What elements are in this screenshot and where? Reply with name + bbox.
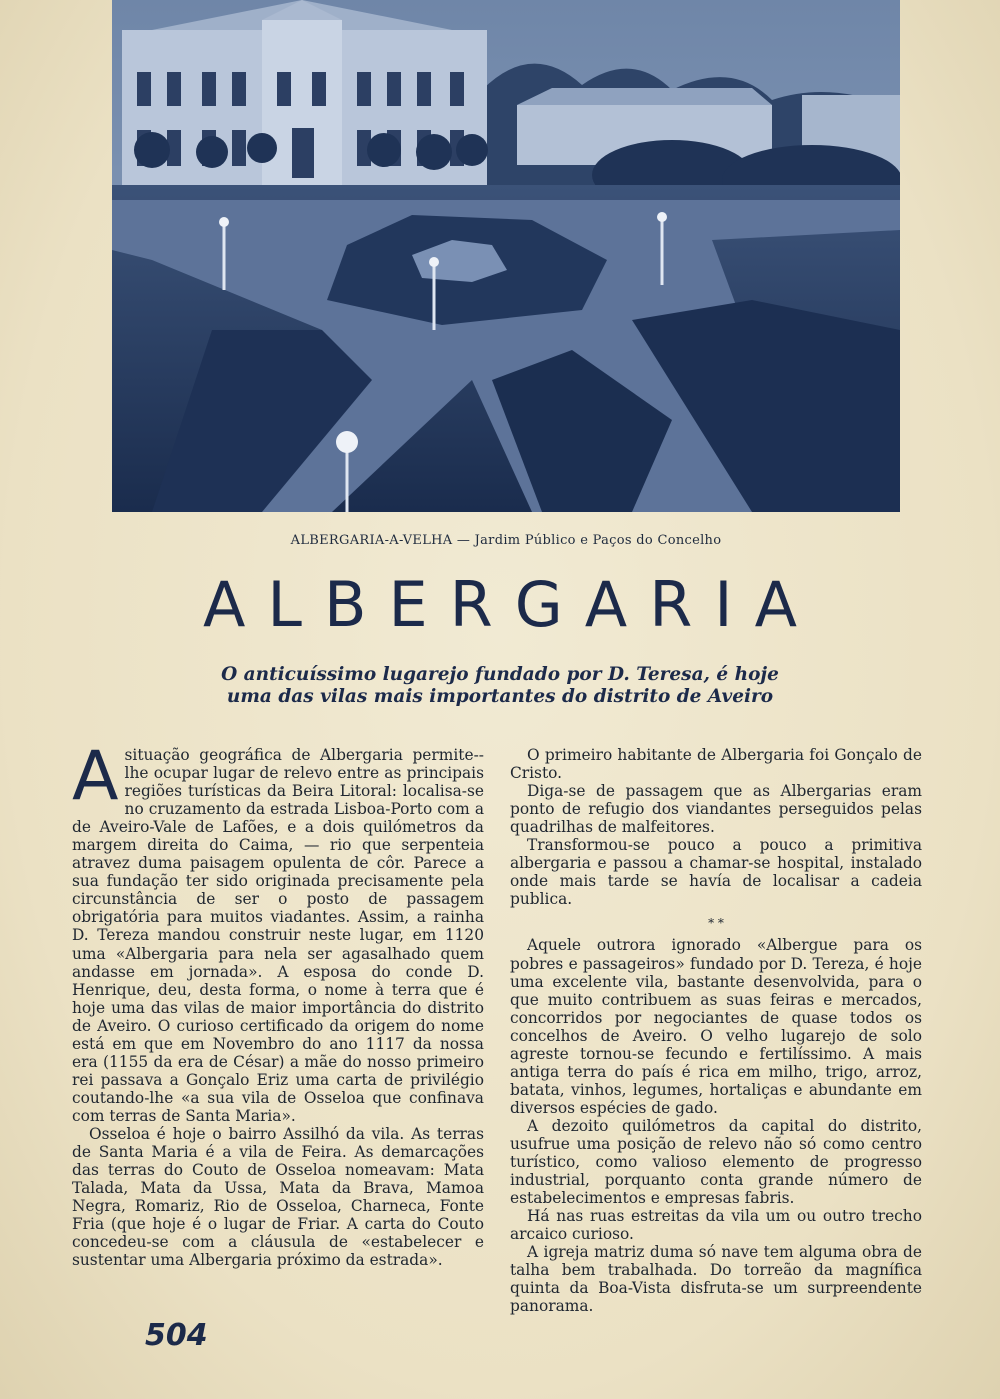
- paragraph: Há nas ruas estreitas da vila um ou outro trecho arcaico curioso.: [510, 1207, 922, 1244]
- page-number: 504: [145, 1318, 208, 1353]
- paragraph: A igreja matriz duma só nave tem alguma obra de talha bem trabalhada. Do torreão da magnífica quinta da Boa-Vista disfruta-se um surpreendente panorama.: [510, 1243, 922, 1316]
- subtitle-line-1: O anticuíssimo lugarejo fundado por D. Teresa, é hoje: [221, 664, 779, 685]
- paragraph: Transformou-se pouco a pouco a primitiva albergaria e passou a chamar-se hospital, instalado onde mais tarde se havía de localisar a cadeia publica.: [510, 836, 922, 909]
- article-title: ALBERGARIA: [203, 568, 819, 641]
- paragraph: A dezoito quilómetros da capital do distrito, usufrue uma posição de relevo não só como centro turístico, como valioso elemento de progresso industrial, porquanto conta grande número de estabelecimentos e empresas fabris.: [510, 1116, 922, 1208]
- drop-cap: A: [72, 737, 119, 816]
- photo-illustration: [112, 0, 900, 512]
- article-subtitle: [150, 664, 850, 708]
- right-column: [510, 746, 922, 1315]
- paragraph: [72, 737, 484, 1125]
- paragraph: Osseloa é hoje o bairro Assilhó da vila. As terras de Santa Maria é a vila de Feira. As demarcações das terras do Couto de Osseloa nomeavam: Mata Talada, Mata da Ussa, Mata da Brava, Mamoa Negra, Romariz, Rio de Osseloa, Charneca, Fonte Fria (que hoje é o lugar de Friar. A carta do Couto concedeu-se com a cláusula de «estabelecer e sustentar uma Albergaria próximo da estrada».: [72, 1124, 484, 1270]
- paragraph: O primeiro habitante de Albergaria foi Gonçalo de Cristo.: [510, 746, 922, 783]
- subtitle-line-2: uma das vilas mais importantes do distrito de Aveiro: [226, 686, 774, 707]
- town-hall-garden-photo: [112, 0, 900, 512]
- section-separator: * *: [708, 916, 724, 931]
- photo-caption: ALBERGARIA-A-VELHA — Jardim Público e Paços do Concelho: [290, 533, 722, 548]
- paragraph-text: situação geográfica de Albergaria permite--lhe ocupar lugar de relevo entre as principais regiões turísticas da Beira Litoral: localisa-se no cruzamento da estrada Lisboa-Porto com a de Aveiro-Vale de Lafões, e a dois quilómetros da margem direita do Caima, — rio que serpenteia atravez duma paisagem opulenta de côr. Parece a sua fundação ter sido originada precisamente pela circunstância de ser o posto de passagem obrigatória para muitos viadantes. Assim, a rainha D. Tereza mandou construir neste lugar, em 1120 uma «Albergaria para nela ser agasalhado quem andasse em jornada». A esposa do conde D. Henrique, deu, desta forma, o nome à terra que é hoje uma das vilas de maior importância do distrito de Aveiro. O curioso certificado da origem do nome está em que em Novembro do ano 1117 da nossa era (1155 da era de César) a mãe do nosso primeiro rei passava a Gonçalo Eriz uma carta de privilégio coutando-lhe «a sua vila de Osseloa que confinava com terras de Santa Maria».: [72, 746, 484, 1125]
- paragraph: Aquele outrora ignorado «Albergue para os pobres e passageiros» fundado por D. Tereza, é hoje uma excelente vila, bastante desenvolvida, para o que muito contribuem as suas feiras e mercados, concorridos por negociantes de quase todos os concelhos de Aveiro. O velho lugarejo de solo agreste tornou-se fecundo e fertilíssimo. A mais antiga terra do país é rica em milho, trigo, arroz, batata, vinhos, legumes, hortaliças e abundante em diversos espécies de gado.: [510, 936, 922, 1117]
- paragraph: Diga-se de passagem que as Albergarias eram ponto de refugio dos viandantes perseguidos pelas quadrilhas de malfeitores.: [510, 782, 922, 837]
- left-column: [72, 737, 484, 1270]
